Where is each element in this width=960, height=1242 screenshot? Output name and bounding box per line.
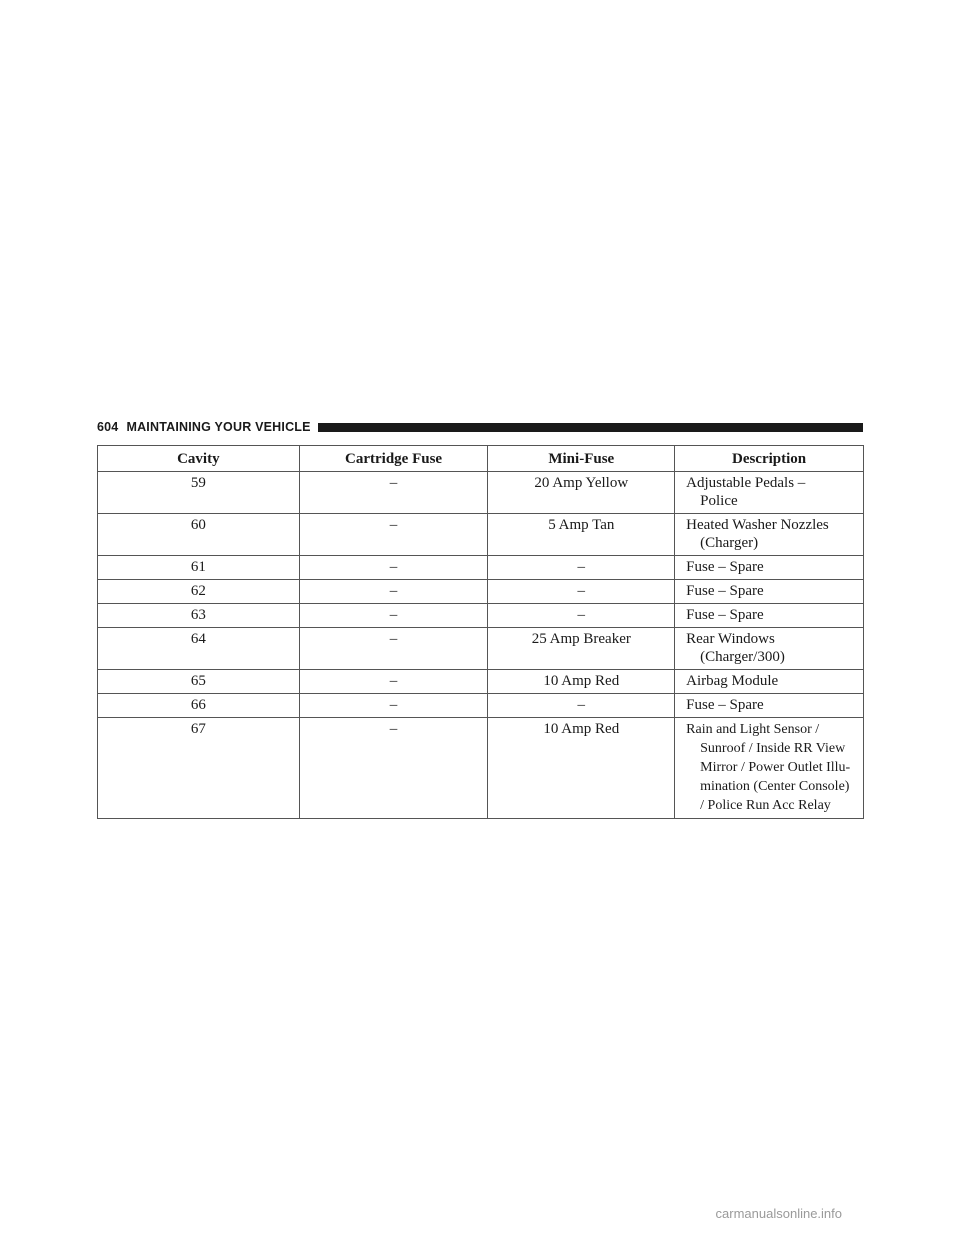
description-line: Heated Washer Nozzles bbox=[686, 517, 829, 533]
table-header-row bbox=[98, 446, 864, 472]
description-line: Police bbox=[700, 493, 738, 509]
cavity-cell: 67 bbox=[98, 718, 300, 819]
description-cell bbox=[675, 556, 864, 580]
cartridge-fuse-cell: – bbox=[299, 670, 488, 694]
column-header-cartridge-fuse: Cartridge Fuse bbox=[299, 446, 488, 472]
page-number: 604 bbox=[97, 420, 119, 434]
page-header bbox=[97, 419, 863, 435]
description-line: Fuse – Spare bbox=[686, 583, 764, 599]
table-row bbox=[98, 472, 864, 514]
description-cell bbox=[675, 472, 864, 514]
description-cell bbox=[675, 694, 864, 718]
cavity-cell: 64 bbox=[98, 628, 300, 670]
description-cell bbox=[675, 514, 864, 556]
cartridge-fuse-cell: – bbox=[299, 472, 488, 514]
cavity-cell: 59 bbox=[98, 472, 300, 514]
header-rule bbox=[318, 423, 863, 432]
cartridge-fuse-cell: – bbox=[299, 694, 488, 718]
mini-fuse-cell: 10 Amp Red bbox=[488, 718, 675, 819]
cavity-cell: 62 bbox=[98, 580, 300, 604]
cartridge-fuse-cell: – bbox=[299, 628, 488, 670]
description-line: mination (Center Console) bbox=[700, 779, 850, 794]
mini-fuse-cell: – bbox=[488, 556, 675, 580]
mini-fuse-cell: – bbox=[488, 694, 675, 718]
table-row bbox=[98, 718, 864, 819]
mini-fuse-cell: 10 Amp Red bbox=[488, 670, 675, 694]
table-row bbox=[98, 670, 864, 694]
description-line: Adjustable Pedals – bbox=[686, 475, 806, 491]
cartridge-fuse-cell: – bbox=[299, 604, 488, 628]
mini-fuse-cell: – bbox=[488, 604, 675, 628]
fuse-table bbox=[97, 445, 864, 819]
description-line: Sunroof / Inside RR View bbox=[700, 741, 846, 756]
column-header-mini-fuse: Mini-Fuse bbox=[488, 446, 675, 472]
table-row bbox=[98, 628, 864, 670]
cavity-cell: 65 bbox=[98, 670, 300, 694]
section-title: MAINTAINING YOUR VEHICLE bbox=[126, 420, 311, 434]
cartridge-fuse-cell: – bbox=[299, 514, 488, 556]
description-line: (Charger) bbox=[700, 535, 759, 551]
description-line: / Police Run Acc Relay bbox=[700, 798, 831, 813]
description-line: Fuse – Spare bbox=[686, 697, 764, 713]
description-line: Rain and Light Sensor / bbox=[686, 722, 820, 737]
cavity-cell: 60 bbox=[98, 514, 300, 556]
table-row bbox=[98, 556, 864, 580]
table-row bbox=[98, 514, 864, 556]
description-cell bbox=[675, 580, 864, 604]
cavity-cell: 66 bbox=[98, 694, 300, 718]
watermark bbox=[0, 1206, 960, 1221]
table-row bbox=[98, 604, 864, 628]
description-cell bbox=[675, 718, 864, 819]
cavity-cell: 63 bbox=[98, 604, 300, 628]
description-cell bbox=[675, 670, 864, 694]
cartridge-fuse-cell: – bbox=[299, 580, 488, 604]
description-cell bbox=[675, 604, 864, 628]
cartridge-fuse-cell: – bbox=[299, 718, 488, 819]
description-line: (Charger/300) bbox=[700, 649, 785, 665]
mini-fuse-cell: 20 Amp Yellow bbox=[488, 472, 675, 514]
cavity-cell: 61 bbox=[98, 556, 300, 580]
watermark-text: carmanualsonline.info bbox=[715, 1206, 842, 1221]
description-line: Rear Windows bbox=[686, 631, 775, 647]
column-header-cavity: Cavity bbox=[98, 446, 300, 472]
column-header-description: Description bbox=[675, 446, 864, 472]
description-line: Fuse – Spare bbox=[686, 559, 764, 575]
description-line: Mirror / Power Outlet Illu- bbox=[700, 760, 851, 775]
description-line: Airbag Module bbox=[686, 673, 779, 689]
description-line: Fuse – Spare bbox=[686, 607, 764, 623]
table-row bbox=[98, 694, 864, 718]
description-cell bbox=[675, 628, 864, 670]
mini-fuse-cell: 25 Amp Breaker bbox=[488, 628, 675, 670]
cartridge-fuse-cell: – bbox=[299, 556, 488, 580]
mini-fuse-cell: – bbox=[488, 580, 675, 604]
mini-fuse-cell: 5 Amp Tan bbox=[488, 514, 675, 556]
table-row bbox=[98, 580, 864, 604]
